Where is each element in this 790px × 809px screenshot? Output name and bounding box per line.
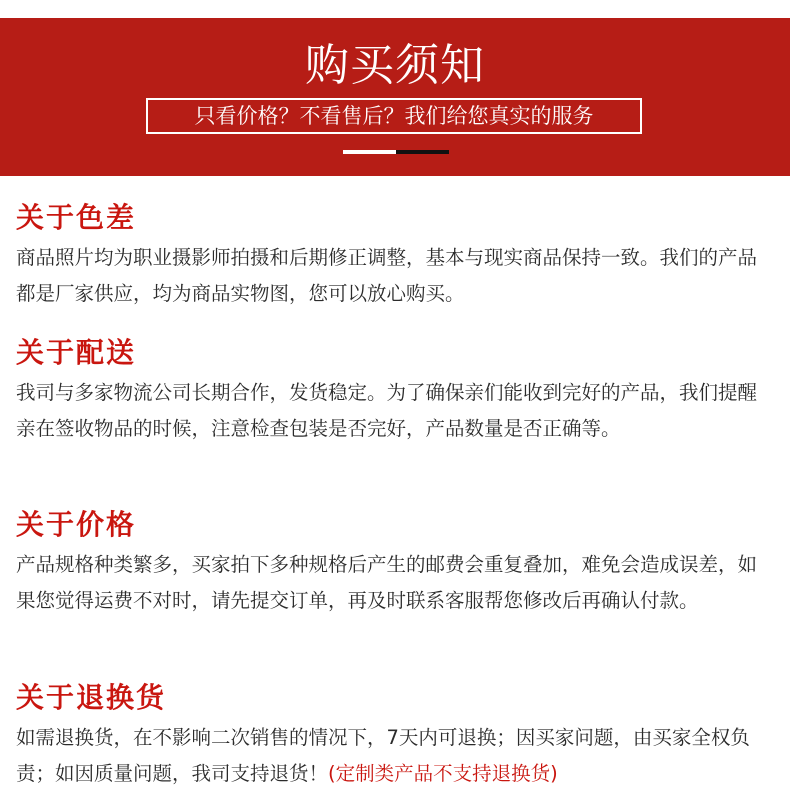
section-returns — [16, 680, 776, 792]
section-heading: 关于色差 — [16, 201, 137, 234]
banner-subtitle: 只看价格？不看售后？我们给您真实的服务 — [146, 98, 642, 134]
section-body: 商品照片均为职业摄影师拍摄和后期修正调整，基本与现实商品保持一致。我们的产品都是厂家供应，均为商品实物图，您可以放心购买。 — [16, 246, 758, 305]
returns-text: 如需退换货，在不影响二次销售的情况下，7天内可退换；因买家问题，由买家全权负责；如因质量问题，我司支持退货！ — [16, 726, 750, 785]
section-body — [16, 720, 776, 792]
section-heading: 关于配送 — [16, 336, 137, 369]
custom-product-note: (定制类产品不支持退换货) — [328, 762, 558, 785]
decor-bar-white — [343, 150, 396, 154]
section-color-difference — [16, 200, 776, 312]
section-body: 产品规格种类繁多，买家拍下多种规格后产生的邮费会重复叠加，难免会造成误差，如果您觉得运费不对时，请先提交订单，再及时联系客服帮您修改后再确认付款。 — [16, 553, 758, 612]
section-heading: 关于退换货 — [16, 681, 167, 714]
section-body: 我司与多家物流公司长期合作，发货稳定。为了确保亲们能收到完好的产品，我们提醒亲在签收物品的时候，注意检查包装是否完好，产品数量是否正确等。 — [16, 381, 758, 440]
decor-bar-black — [396, 150, 449, 154]
header-banner — [0, 18, 790, 176]
section-heading: 关于价格 — [16, 508, 137, 541]
section-price — [16, 507, 776, 619]
page-title: 购买须知 — [305, 40, 485, 91]
section-delivery — [16, 335, 776, 447]
